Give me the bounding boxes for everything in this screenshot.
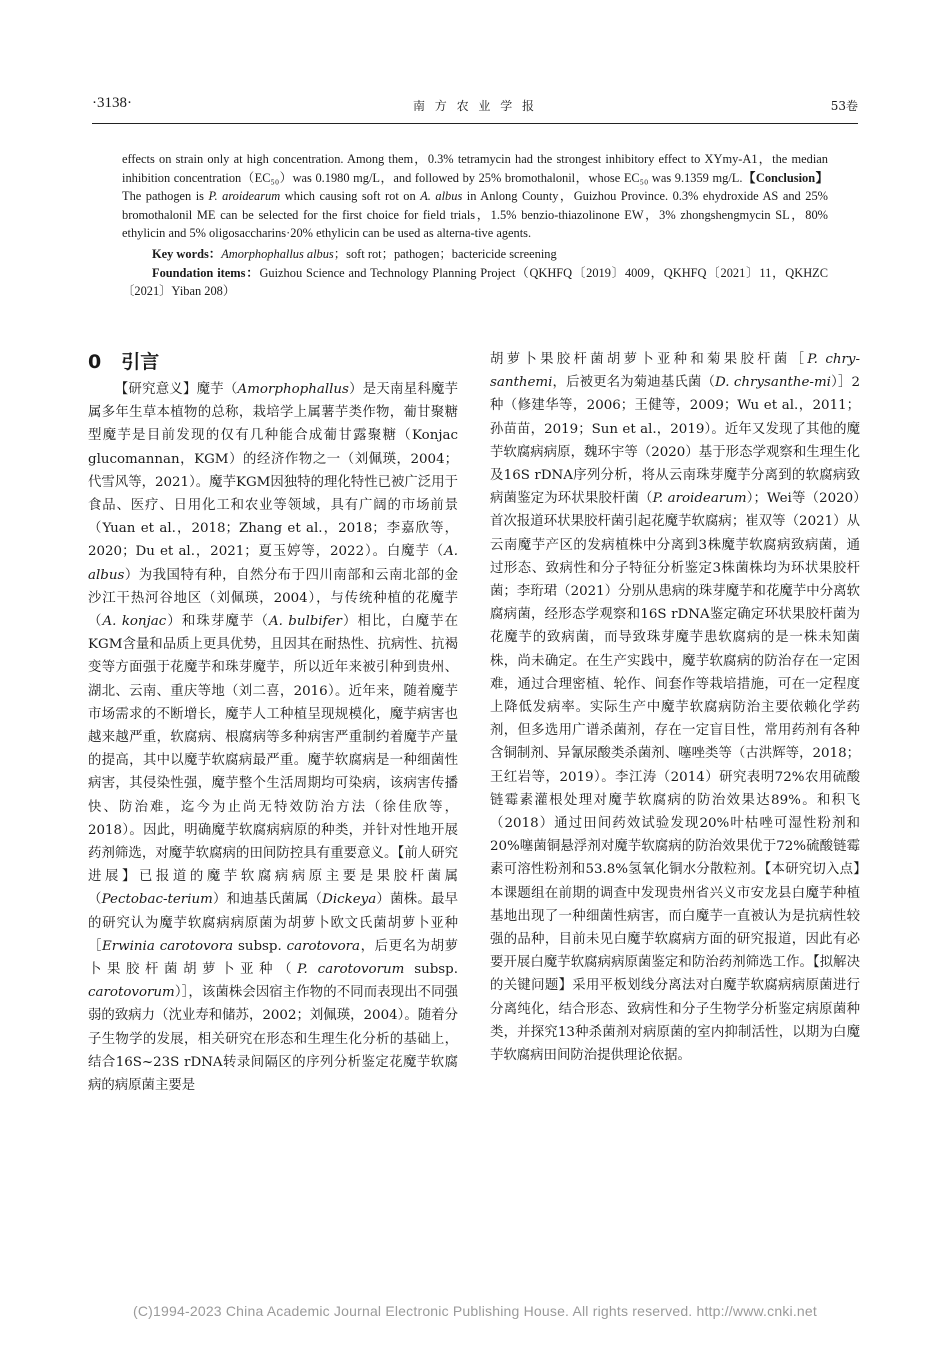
section-heading	[88, 348, 458, 376]
section-number: 0	[88, 351, 102, 373]
intro-text: ，后更名为胡萝卜果胶杆菌胡萝卜亚种（	[88, 938, 459, 978]
intro-text: ）相比，白魔芋在KGM含量和品质上更具优势，且因其在耐热性、抗病性、抗褐变等方面强于花魔芋和珠芽魔芋，所以近年来被引种到贵州、湖北、云南、重庆等地（刘二喜，2016）。近年来，随着魔芋市场需求的不断增长，魔芋人工种植呈现规模化，魔芋病害也越来越严重，软腐病、根腐病等多种病害严重制约着魔芋产量的提高，其中以魔芋软腐病最严重。魔芋软腐病是一种细菌性病害，其侵染性强，魔芋整个生活周期均可染病，该病害传播快、防治难，迄今为止尚无特效防治方法（徐佳欣等，2018）。因此，明确魔芋软腐病病原的种类，并针对性地开展药剂筛选，对魔芋软腐病的田间防控具有重要意义。【前人研究进展】已报道的魔芋软腐病病原主要是果胶杆菌属（	[88, 614, 459, 908]
conclusion-host: A. albus	[420, 189, 463, 204]
intro-italic: A. albus	[88, 544, 458, 583]
section-title: 引言	[121, 351, 160, 373]
keywords-label: Key words：	[152, 246, 222, 261]
intro-italic: D. chrysanthe-mi	[715, 375, 831, 391]
page-number: ·3138·	[92, 95, 132, 111]
volume-label: 53卷	[830, 99, 858, 113]
intro-paragraph-left	[88, 378, 458, 1097]
intro-text: ）是天南星科魔芋属多年生草本植物的总称，栽培学上属薯芋类作物，葡甘聚糖型魔芋是目前发现的仅有几种能合成葡甘露聚糖（Konjac glucomannan，KGM）的经济作物之一（刘佩瑛，2004；代雪风等，2021）。魔芋KGM因独特的理化特性已被广泛用于食品、医疗、日用化工和农业等领域，具有广阔的市场前景（Yuan et al.，2018；Zhang et al.，2018；李嘉欣等，2020；Du et al.，2021；夏玉婷等，2022）。白魔芋（	[88, 382, 459, 560]
intro-text: ）］，该菌株会因宿主作物的不同而表现出不同强弱的致病力（沈业寿和储苏，2002；刘佩瑛，2004）。随着分子生物学的发展，相关研究在形态和生理生化分析的基础上，结合16S~23S rDNA转录间隔区的序列分析鉴定花魔芋软腐病的病原菌主要是	[88, 985, 458, 1094]
left-column	[88, 348, 458, 1097]
intro-italic: A. bulbifer	[268, 614, 342, 630]
abstract-block	[122, 150, 828, 301]
intro-italic: Dickeya	[322, 892, 377, 908]
keywords	[122, 245, 828, 264]
journal-title: 南 方 农 业 学 报	[412, 99, 538, 113]
conclusion-label: 【Conclusion】	[742, 170, 829, 185]
intro-text: ）菌株。最早的研究认为魔芋软腐病病原菌为胡萝卜欧文氏菌胡萝卜亚种［	[88, 892, 459, 954]
foundation-text: Guizhou Science and Technology Planning Project（QKHFQ〔2019〕4009，QKHFQ〔2021〕11，QKHZC〔2021〕Yiban 208）	[122, 265, 828, 299]
intro-italic: P. aroidearum	[652, 491, 747, 507]
conclusion-species: P. aroidearum	[208, 189, 281, 204]
page-header	[92, 95, 858, 119]
intro-text: 【研究意义】魔芋（	[114, 382, 238, 397]
copyright-footer: (C)1994-2023 China Academic Journal Electronic Publishing House. All rights reserved. http://www.cnki.net	[133, 1303, 817, 1319]
abstract-text	[122, 150, 828, 243]
intro-text: ，后被更名为菊迪基氏菌（	[552, 375, 716, 391]
intro-italic: P. chry-santhemi	[490, 352, 861, 391]
keywords-species: Amorphophallus albus	[221, 246, 334, 261]
intro-paragraph-right	[490, 348, 860, 1067]
intro-text: subsp.	[404, 962, 458, 978]
intro-italic: Amorphophallus	[237, 382, 349, 397]
header-rule	[92, 123, 858, 124]
intro-italic: carotovorum	[88, 985, 175, 1001]
conclusion-text-2: which causing soft rot on	[280, 189, 421, 204]
intro-text: ）为我国特有种，自然分布于四川南部和云南北部的金沙江干热河谷地区（刘佩瑛，2004），与传统种植的花魔芋（	[88, 567, 458, 630]
intro-italic: Pectobac-terium	[101, 892, 213, 908]
intro-text: subsp.	[233, 938, 287, 954]
conclusion-text-3: in Anlong County，Guizhou Province. 0.3% ehydroxide AS and 25% bromothalonil ME can be selected for the first choice for field trials，1.5% benzio-thiazolinone EW，3% zhongshengmycin SL，80% ethylicin and 5% oligosaccharins·20% ethylicin can be used as alterna-tive agents.	[122, 189, 828, 241]
intro-text: ）］2种（修建华等，2006；王健等，2009；Wu et al.，2011；孙苗苗，2019；Sun et al.，2019）。近年又发现了其他的魔芋软腐病病原，魏环宇等（2020）基于形态学观察和生理生化及16S rDNA序列分析，将从云南珠芽魔芋分离到的软腐病致病菌鉴定为环状果胶杆菌（	[490, 375, 861, 507]
foundation-items	[122, 264, 828, 301]
intro-text: ）和迪基氏菌属（	[212, 892, 323, 908]
intro-text: ）和珠芽魔芋（	[166, 614, 269, 630]
keywords-rest: ；soft rot；pathogen；bactericide screening	[333, 246, 557, 261]
abstract-body: effects on strain only at high concentration. Among them，0.3% tetramycin had the strongest inhibitory effect to XYmy-A1，the median inhibition concentration（EC₅₀）was 0.1980 mg/L，and followed by 25% bromothalonil，whose EC₅₀ was 9.1359 mg/L.	[122, 152, 828, 185]
intro-text: ）；Wei等（2020）首次报道环状果胶杆菌引起花魔芋软腐病；崔双等（2021）从云南魔芋产区的发病植株中分离到3株魔芋软腐病致病菌，通过形态、致病性和分子特征分析鉴定3株菌株均为环状果胶杆菌；李珩珺（2021）分别从患病的珠芽魔芋和花魔芋中分离软腐病菌，经形态学观察和16S rDNA鉴定确定环状果胶杆菌为花魔芋的致病菌，而导致珠芽魔芋患软腐病的是一株未知菌株，尚未确定。在生产实践中，魔芋软腐病的防治存在一定困难，通过合理密植、轮作、间套作等栽培措施，可在一定程度上降低发病率。实际生产中魔芋软腐病防治主要依赖化学药剂，但多选用广谱杀菌剂，存在一定盲目性，常用药剂有各种含铜制剂、异氰尿酸类杀菌剂、噻唑类等（古洪辉等，2018；王红岩等，2019）。李江涛（2014）研究表明72%农用硫酸链霉素灌根处理对魔芋软腐病的防治效果达89%。和积飞（2018）通过田间药效试验发现20%叶枯唑可湿性粉剂和20%噻菌铜悬浮剂对魔芋软腐病的防治效果优于72%硫酸链霉素可溶性粉剂和53.8%氢氧化铜水分散粒剂。【本研究切入点】本课题组在前期的调查中发现贵州省兴义市安龙县白魔芋种植基地出现了一种细菌性病害，而白魔芋一直被认为是抗病性较强的品种，目前未见白魔芋软腐病方面的研究报道，因此有必要开展白魔芋软腐病病原菌鉴定和防治药剂筛选工作。【拟解决的关键问题】采用平板划线分离法对白魔芋软腐病病原菌进行分离纯化，结合形态、致病性和分子生物学分析鉴定病原菌种类，并探究13种杀菌剂对病原菌的室内抑制活性，以期为白魔芋软腐病田间防治提供理论依据。	[490, 491, 861, 1064]
intro-italic: Erwinia carotovora	[102, 938, 234, 954]
intro-italic: P. carotovorum	[297, 962, 405, 978]
conclusion-text-1: The pathogen is	[122, 189, 209, 204]
right-column	[490, 348, 860, 1067]
foundation-label: Foundation items：	[152, 265, 260, 280]
intro-text: 胡萝卜果胶杆菌胡萝卜亚种和菊果胶杆菌［	[490, 352, 808, 367]
intro-italic: carotovora	[286, 938, 361, 954]
intro-italic: A. konjac	[102, 614, 167, 630]
